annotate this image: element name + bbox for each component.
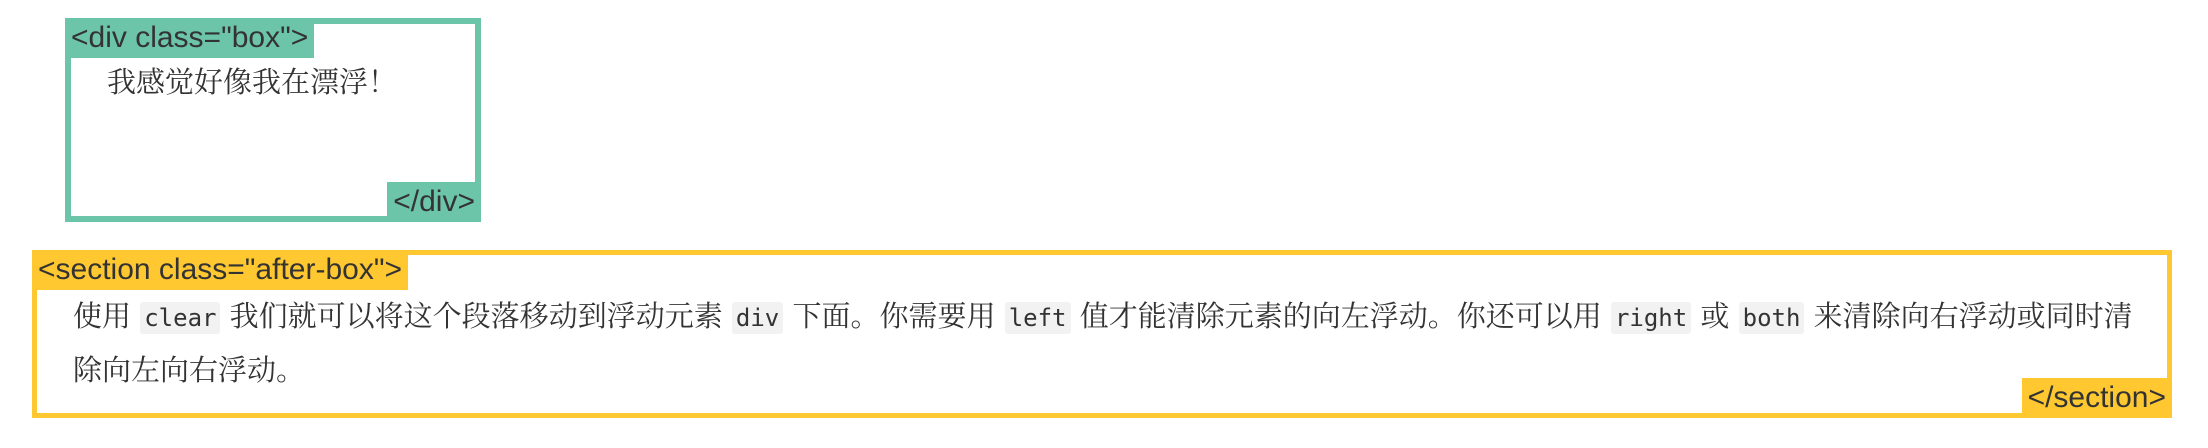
section-open-tag-label: <section class="after-box">: [32, 250, 408, 290]
paragraph-text: 值才能清除元素的向左浮动。你还可以用: [1070, 299, 1611, 333]
code-div: div: [732, 302, 783, 334]
code-right: right: [1611, 302, 1691, 334]
code-left: left: [1005, 302, 1071, 334]
box-close-tag-label: </div>: [387, 182, 481, 222]
code-both: both: [1739, 302, 1805, 334]
floating-box: [65, 18, 481, 222]
box-text: 我感觉好像我在漂浮！: [107, 65, 398, 99]
section-close-tag-label: </section>: [2022, 378, 2172, 418]
box-open-tag-label: <div class="box">: [65, 18, 314, 58]
paragraph-text: 下面。你需要用: [783, 299, 1005, 333]
paragraph-text: 来清除向右浮动或同时清除向左向右浮动。: [73, 299, 2133, 387]
paragraph-text: 或: [1691, 299, 1739, 333]
after-box-section: [32, 250, 2172, 418]
section-paragraph: [73, 290, 2133, 396]
paragraph-text: 使用: [73, 299, 141, 333]
code-clear: clear: [140, 302, 220, 334]
paragraph-text: 我们就可以将这个段落移动到浮动元素: [220, 299, 732, 333]
